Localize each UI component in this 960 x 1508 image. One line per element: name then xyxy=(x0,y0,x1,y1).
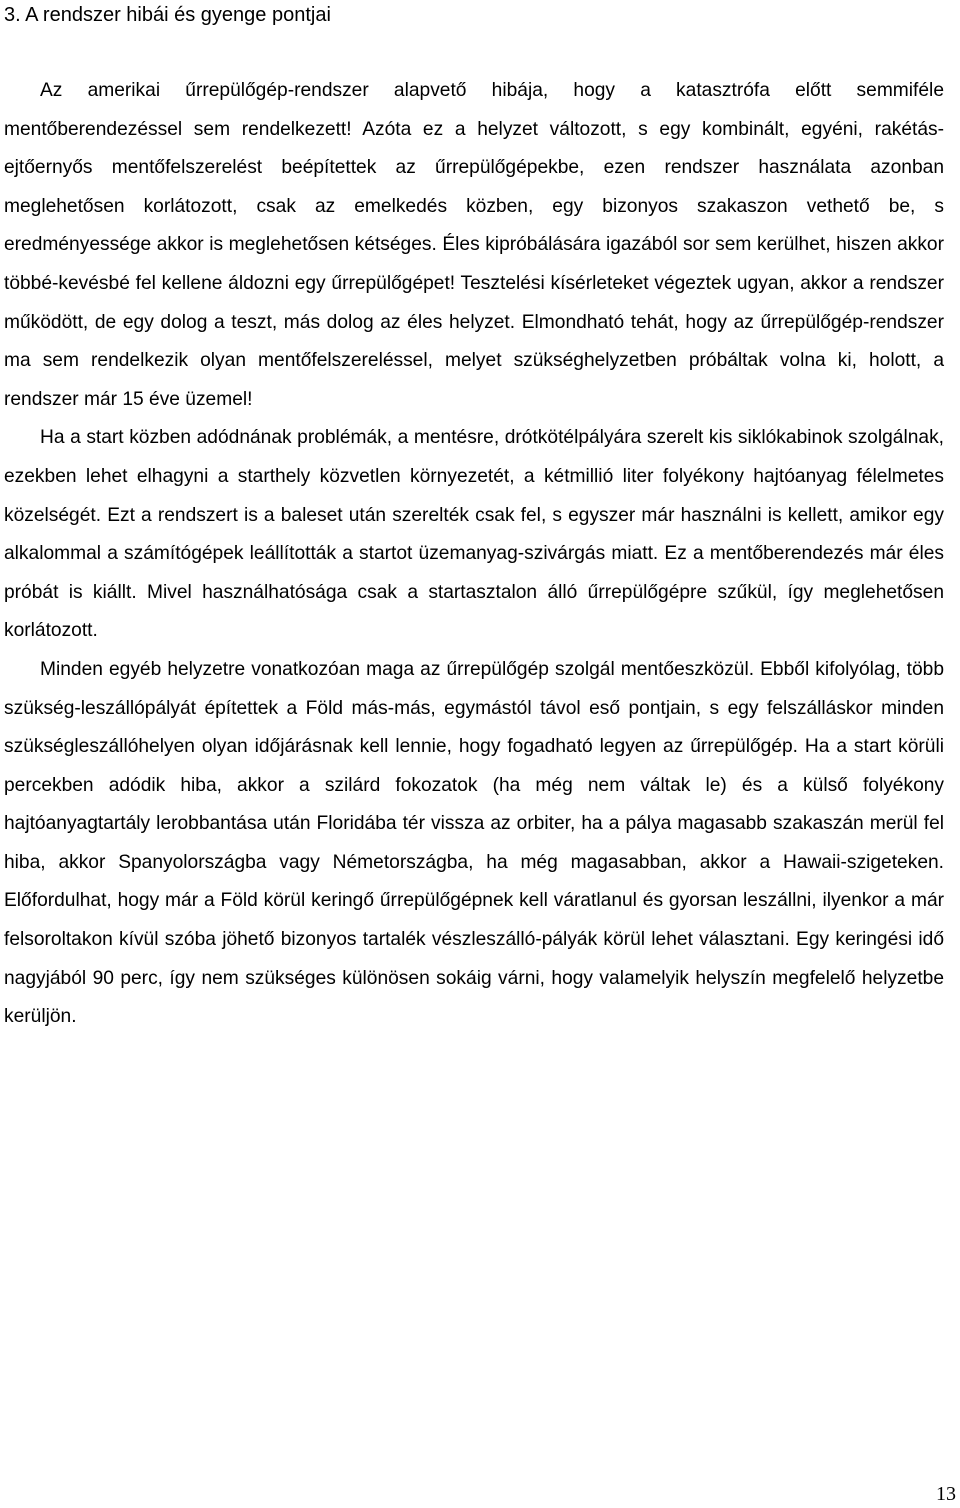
page-number: 13 xyxy=(936,1483,956,1505)
paragraph-2: Ha a start közben adódnának problémák, a mentésre, drótkötélpályára szerelt kis siklókabinok szolgálnak, ezekben lehet elhagyni a starthely közvetlen környezetét, a kétmillió liter folyékony hajtóanyag félelmetes közelségét. Ezt a rendszert is a baleset után szerelték csak fel, s egyszer már használni is kellett, amikor egy alkalommal a számítógépek leállították a startot üzemanyag-szivárgás miatt. Ez a mentőberendezés már éles próbát is kiállt. Mivel használhatósága csak a startasztalon álló űrrepülőgépre szűkül, így meglehetősen korlátozott. xyxy=(4,427,944,642)
paragraph-3: Minden egyéb helyzetre vonatkozóan maga az űrrepülőgép szolgál mentőeszközül. Ebből kifolyólag, több szükség-leszállópályát építettek a Föld más-más, egymástól távol eső pontjain, s egy felszálláskor minden szükségleszállóhelyen olyan időjárásnak kell lennie, hogy fogadható legyen az űrrepülőgép. Ha a start körüli percekben adódik hiba, akkor a szilárd fokozatok (ha még nem váltak le) és a külső folyékony hajtóanyagtartály lerobbantása után Floridába tér vissza az orbiter, ha a pálya magasabb szakaszán merül fel hiba, akkor Spanyolországba vagy Németországba, ha még magasabban, akkor a Hawaii-szigeteken. Előfordulhat, hogy már a Föld körül keringő űrrepülőgépnek kell váratlanul és gyorsan leszállni, ilyenkor a már felsoroltakon kívül szóba jöhető bizonyos tartalék vészleszálló-pályák körül lehet választani. Egy keringési idő nagyjából 90 perc, így nem szükséges különösen sokáig várni, hogy valamelyik helyszín megfelelő helyzetbe kerüljön. xyxy=(4,658,944,1028)
body-text xyxy=(4,72,944,1037)
section-heading: 3. A rendszer hibái és gyenge pontjai xyxy=(4,4,331,26)
paragraph-1: Az amerikai űrrepülőgép-rendszer alapvető hibája, hogy a katasztrófa előtt semmiféle mentőberendezéssel sem rendelkezett! Azóta ez a helyzet változott, s egy kombinált, egyéni, rakétás-ejtőernyős mentőfelszerelést beépítettek az űrrepülőgépekbe, ezen rendszer használata azonban meglehetősen korlátozott, csak az emelkedés közben, egy bizonyos szakaszon vethető be, s eredményessége akkor is meglehetősen kétséges. Éles kipróbálására igazából sor sem kerülhet, hiszen akkor többé-kevésbé fel kellene áldozni egy űrrepülőgépet! Tesztelési kísérleteket végeztek ugyan, akkor a rendszer működött, de egy dolog a teszt, más dolog az éles helyzet. Elmondható tehát, hogy az űrrepülőgép-rendszer ma sem rendelkezik olyan mentőfelszereléssel, melyet szükséghelyzetben próbáltak volna ki, holott, a rendszer már 15 éve üzemel! xyxy=(4,80,944,410)
